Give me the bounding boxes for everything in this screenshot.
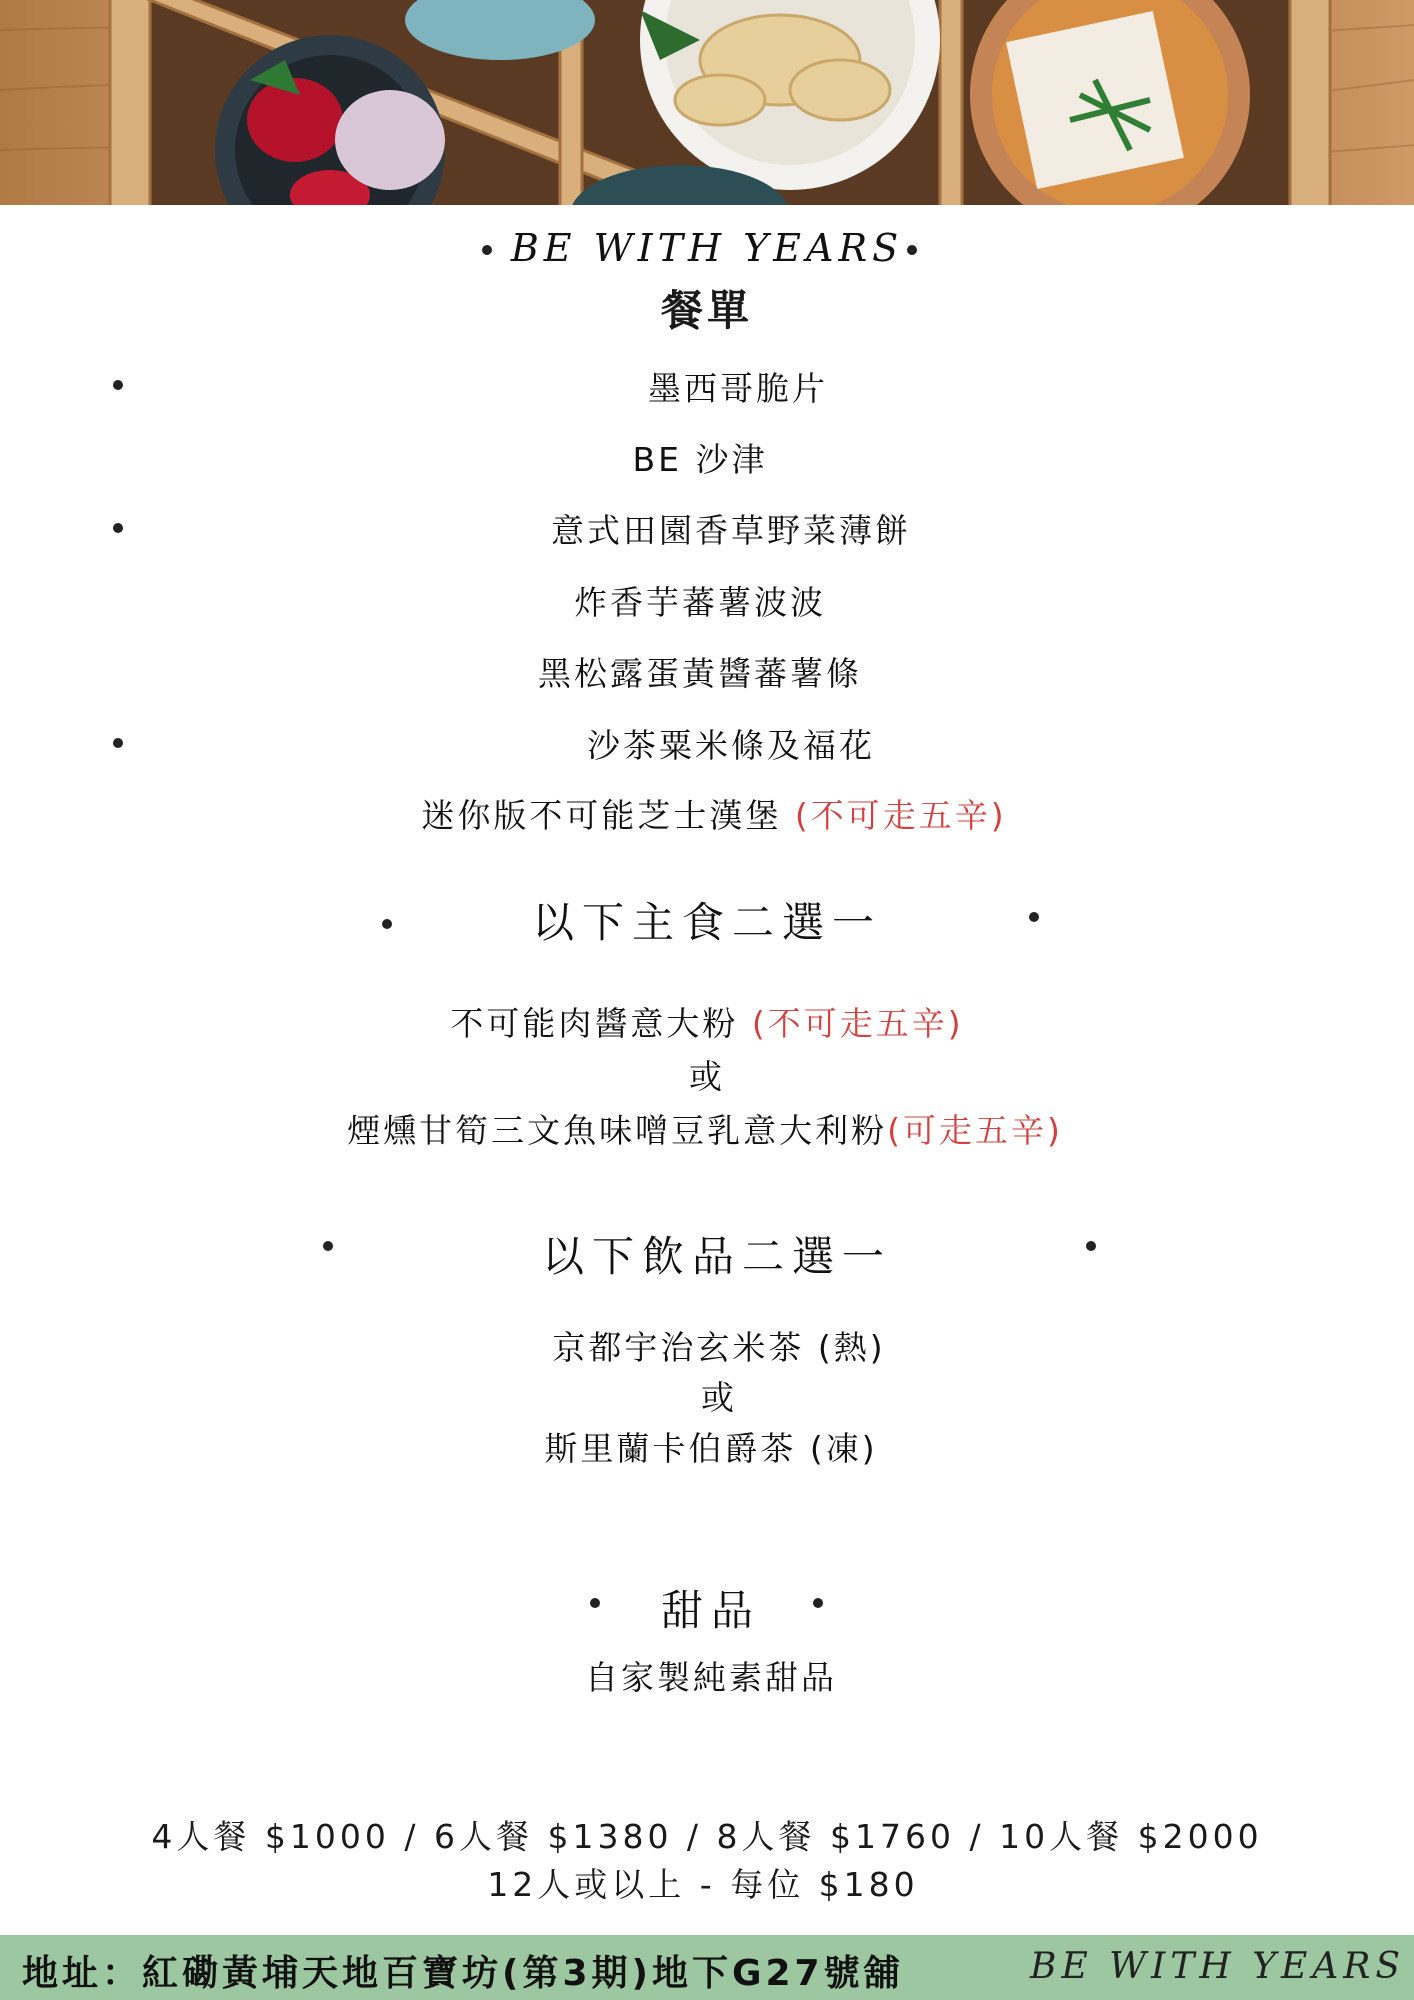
dessert-heading: 甜品: [660, 1586, 761, 1635]
drink-option-2: 斯里蘭卡伯爵茶 (凍): [544, 1429, 878, 1468]
menu-item: 意式田園香草野菜薄餅: [551, 511, 911, 550]
section-bullet-right: [1029, 912, 1039, 922]
pricing-line-1: 4人餐 $1000 / 6人餐 $1380 / 8人餐 $1760 / 10人餐 $2000: [151, 1817, 1263, 1856]
menu-item: 黑松露蛋黃醬蕃薯條: [538, 654, 862, 693]
pricing-line-2: 12人或以上 - 每位 $180: [487, 1865, 919, 1904]
or-separator: 或: [689, 1057, 725, 1096]
drinks-heading: 以下飲品二選一: [541, 1232, 892, 1281]
dietary-note: (不可走五辛): [794, 796, 1007, 835]
footer-bar: [0, 1935, 1414, 2000]
section-bullet-right: [813, 1598, 823, 1608]
menu-item: BE 沙津: [632, 440, 768, 479]
main-option-2: [0, 1105, 1412, 1152]
section-bullet-right: [1086, 1241, 1096, 1251]
brand-name: BE WITH YEARS: [510, 226, 904, 270]
menu-item: 沙茶粟米條及福花: [587, 726, 875, 765]
main-option-1-name: 不可能肉醬意大粉: [450, 1004, 752, 1043]
dietary-note: (可走五辛): [887, 1111, 1063, 1150]
menu-title: 餐單: [660, 286, 753, 335]
mains-heading: 以下主食二選一: [531, 898, 882, 947]
brand-bullet-right: [907, 245, 917, 255]
footer-brand: BE WITH YEARS: [1030, 1946, 1406, 1987]
address: 地址：紅磡黃埔天地百寶坊(第3期)地下G27號舖: [22, 1953, 904, 1994]
main-option-1: [0, 998, 1414, 1045]
menu-item-name: 迷你版不可能芝士漢堡: [421, 796, 795, 835]
dietary-note: (不可走五辛): [751, 1004, 964, 1043]
header-food-photo: [0, 0, 1414, 205]
drink-option-1: 京都宇治玄米茶 (熱): [552, 1328, 886, 1367]
food-photo-illustration: [0, 0, 1414, 205]
menu-item: 墨西哥脆片: [648, 369, 828, 408]
dessert-item: 自家製純素甜品: [585, 1658, 837, 1697]
main-option-2-name: 煙燻甘筍三文魚味噌豆乳意大利粉: [347, 1111, 888, 1150]
or-separator: 或: [701, 1378, 737, 1417]
menu-item: 炸香芋蕃薯波波: [574, 583, 826, 622]
menu-item-burger: [7, 790, 1414, 837]
